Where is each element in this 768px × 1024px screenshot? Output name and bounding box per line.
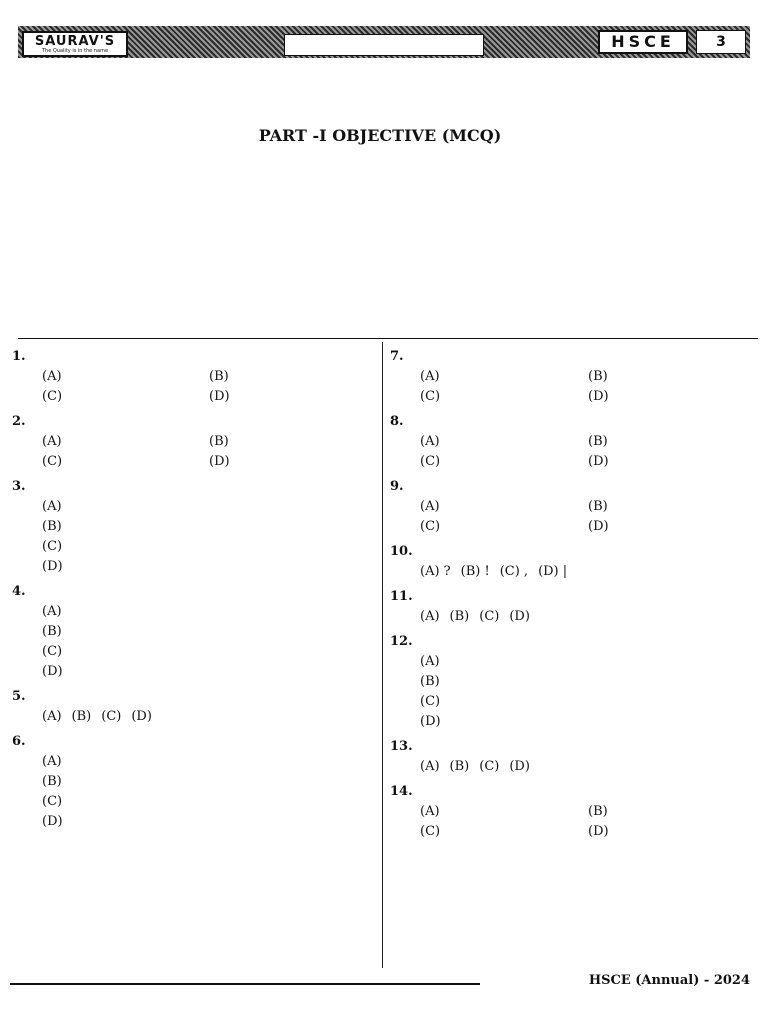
question-6: [12, 731, 376, 832]
answer-option: (A): [420, 499, 440, 514]
answer-option: (D): [509, 759, 530, 774]
answer-option: (D): [209, 389, 230, 404]
answer-option: (D): [42, 664, 63, 679]
question-line: [12, 411, 376, 432]
answer-option: (A): [420, 759, 440, 774]
question-text: [420, 631, 756, 652]
answer-option: (A): [42, 499, 62, 514]
answer-option: (B): [449, 609, 470, 624]
answer-option: (B): [42, 624, 62, 639]
answer-option: (C): [42, 794, 63, 809]
answer-options: [390, 652, 756, 732]
footer-label: HSCE (Annual) - 2024: [588, 973, 750, 988]
answer-option: (C): [420, 519, 441, 534]
question-line: [390, 476, 756, 497]
answer-options: [12, 602, 376, 682]
question-line: [390, 541, 756, 562]
answer-option: (C): [42, 454, 63, 469]
questions-column-right: [390, 346, 756, 846]
part-title: PART -I OBJECTIVE (MCQ): [258, 126, 502, 145]
answer-option: (B): [209, 434, 229, 449]
answer-options: [390, 757, 756, 777]
answer-options: [390, 367, 756, 407]
question-5: [12, 686, 376, 727]
instruction-item: [50, 202, 750, 228]
time-marks-row: [18, 318, 758, 339]
question-line: [12, 476, 376, 497]
answer-option: (C): [42, 644, 63, 659]
question-text: [420, 586, 756, 607]
question-7: [390, 346, 756, 407]
question-number: 13.: [390, 739, 413, 754]
answer-option: (B): [209, 369, 229, 384]
question-8: [390, 411, 756, 472]
answer-option: (D): [588, 824, 609, 839]
answer-option: (C): [420, 389, 441, 404]
answer-option: (D): [588, 519, 609, 534]
answer-option: (D): [420, 714, 441, 729]
answer-option: (D): [509, 609, 530, 624]
answer-option: (B): [449, 759, 470, 774]
answer-option: (D): [588, 389, 609, 404]
footer-rule: [10, 983, 480, 985]
answer-option: (C): [420, 824, 441, 839]
answer-options: [390, 802, 756, 842]
question-line: [390, 631, 756, 652]
question-number: 8.: [390, 414, 404, 429]
question-1: [12, 346, 376, 407]
question-number: 3.: [12, 479, 26, 494]
question-text: [420, 781, 756, 802]
questions-column-left: [12, 346, 376, 836]
question-number: 7.: [390, 349, 404, 364]
question-text: [42, 476, 376, 497]
question-number: 10.: [390, 544, 413, 559]
question-number: 4.: [12, 584, 26, 599]
answer-option: (A): [420, 369, 440, 384]
instruction-item: [50, 254, 750, 280]
answer-option: (A) ?: [420, 564, 451, 579]
question-line: [12, 731, 376, 752]
question-line: [390, 346, 756, 367]
question-9: [390, 476, 756, 537]
question-number: 9.: [390, 479, 404, 494]
question-number: 14.: [390, 784, 413, 799]
answer-option: (C): [420, 454, 441, 469]
answer-option: (B): [588, 434, 608, 449]
answer-option: (D): [131, 709, 152, 724]
subject-label: [284, 34, 484, 56]
question-10: [390, 541, 756, 582]
answer-option: (C): [479, 609, 500, 624]
question-line: [390, 736, 756, 757]
answer-option: (D): [42, 559, 63, 574]
answer-option: (C): [420, 694, 441, 709]
answer-option: (D): [209, 454, 230, 469]
column-divider: [382, 342, 383, 968]
question-text: [420, 736, 756, 757]
answer-options: [12, 497, 376, 577]
question-4: [12, 581, 376, 682]
question-text: [420, 476, 756, 497]
question-text: [42, 686, 376, 707]
exam-code: HSCE: [598, 30, 688, 54]
answer-option: (C): [479, 759, 500, 774]
answer-options: [390, 497, 756, 537]
question-number: 1.: [12, 349, 26, 364]
answer-option: (C): [101, 709, 122, 724]
question-text: [42, 346, 376, 367]
answer-option: (A): [42, 369, 62, 384]
question-line: [390, 411, 756, 432]
question-text: [42, 731, 376, 752]
answer-option: (B): [588, 369, 608, 384]
question-line: [390, 781, 756, 802]
answer-option: (C): [42, 539, 63, 554]
question-line: [390, 586, 756, 607]
answer-options: [390, 432, 756, 472]
question-number: 6.: [12, 734, 26, 749]
question-line: [12, 346, 376, 367]
answer-option: (A): [420, 609, 440, 624]
answer-option: (C) ,: [499, 564, 529, 579]
page-number: 3: [696, 30, 746, 54]
question-line: [12, 581, 376, 602]
answer-options: [12, 752, 376, 832]
question-number: 2.: [12, 414, 26, 429]
answer-option: (A): [42, 604, 62, 619]
question-text: [420, 541, 756, 562]
answer-options: [12, 707, 376, 727]
answer-option: (B): [71, 709, 92, 724]
question-12: [390, 631, 756, 732]
answer-option: (D) |: [538, 564, 568, 579]
question-text: [42, 411, 376, 432]
answer-options: [12, 367, 376, 407]
question-3: [12, 476, 376, 577]
answer-option: (A): [42, 709, 62, 724]
question-number: 11.: [390, 589, 413, 604]
question-2: [12, 411, 376, 472]
publisher-tagline: The Quality is in the name: [41, 48, 109, 54]
question-text: [42, 581, 376, 602]
publisher-name: SAURAV'S: [34, 34, 116, 49]
answer-option: (D): [588, 454, 609, 469]
answer-options: [12, 432, 376, 472]
question-number: 5.: [12, 689, 26, 704]
answer-option: (A): [420, 804, 440, 819]
answer-options: [390, 562, 756, 582]
question-number: 12.: [390, 634, 413, 649]
answer-option: (A): [420, 654, 440, 669]
question-text: [420, 346, 756, 367]
answer-option: (A): [42, 434, 62, 449]
publisher-logo: [22, 31, 128, 57]
answer-option: (B): [588, 499, 608, 514]
answer-option: (A): [420, 434, 440, 449]
question-text: [420, 411, 756, 432]
answer-option: (D): [42, 814, 63, 829]
answer-option: (B): [588, 804, 608, 819]
question-13: [390, 736, 756, 777]
answer-option: (B): [420, 674, 440, 689]
answer-option: (B): [42, 519, 62, 534]
question-11: [390, 586, 756, 627]
answer-option: (B) !: [460, 564, 490, 579]
question-line: [12, 686, 376, 707]
answer-option: (B): [42, 774, 62, 789]
answer-option: (A): [42, 754, 62, 769]
answer-options: [390, 607, 756, 627]
answer-option: (C): [42, 389, 63, 404]
question-14: [390, 781, 756, 842]
